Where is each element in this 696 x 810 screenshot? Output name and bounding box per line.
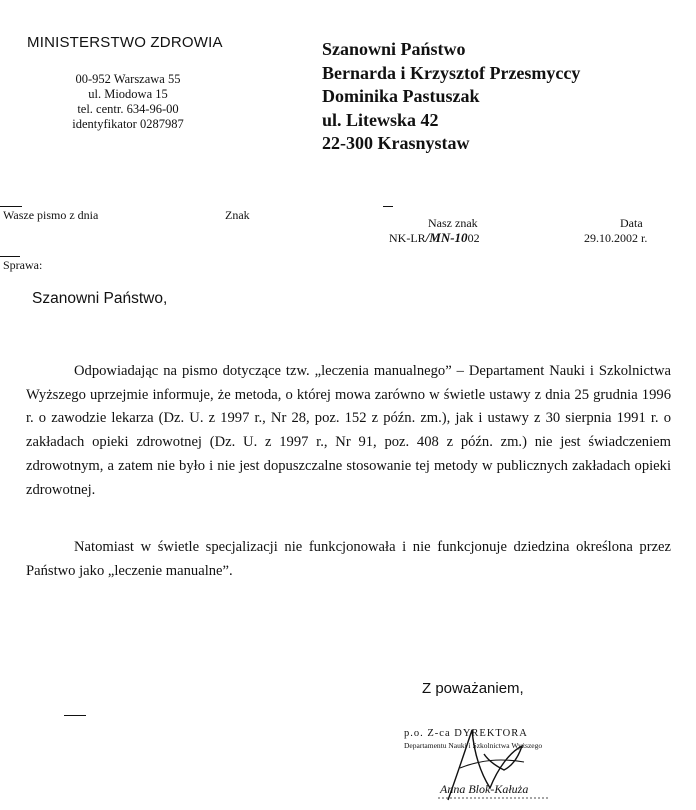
subject-rule bbox=[0, 256, 20, 257]
closing: Z poważaniem, bbox=[422, 680, 524, 697]
paragraph-2-text: Natomiast w świetle specjalizacji nie funkcjonowała i nie funkcjonuje dziedzina określona przez Państwo jako „leczenie manualne”. bbox=[26, 539, 671, 579]
paragraph-2 bbox=[26, 536, 671, 583]
date-label: Data bbox=[620, 216, 643, 230]
recipient-address bbox=[322, 38, 580, 156]
recipient-line1: Szanowni Państwo bbox=[322, 39, 466, 59]
sender-id: identyfikator 0287987 bbox=[72, 117, 184, 131]
paragraph-1-text: Odpowiadając na pismo dotyczące tzw. „leczenia manualnego” – Departament Nauki i Szkolnictwa Wyższego uprzejmie informuje, że metoda, o której mowa zarówno w świetle ustawy z dnia 25 grudnia 1996 r. o zawodzie lekarza (Dz. U. z 1997 r., Nr 28, poz. 152 z późn. zm.), jak i ustawy z 30 sierpnia 1991 r. o zakładach opieki zdrowotnej (Dz. U. z 1997 r., Nr 91, poz. 408 z późn. zm.) nie jest świadczeniem zdrowotnym, a zatem nie było i nie jest dopuszczalne stosowanie tej metody w publicznych zakładach opieki zdrowotnej. bbox=[26, 363, 671, 498]
sender-phone: tel. centr. 634-96-00 bbox=[77, 102, 179, 116]
stamp-name: Anna Blok-Kałuża bbox=[440, 782, 529, 796]
signature-stamp bbox=[400, 708, 600, 810]
our-sign-value bbox=[389, 230, 480, 246]
paragraph-1 bbox=[26, 360, 671, 502]
recipient-line2: Bernarda i Krzysztof Przesmyccy bbox=[322, 62, 581, 83]
margin-dash bbox=[64, 715, 86, 716]
our-sign-prefix: NK-LR bbox=[389, 231, 426, 245]
sign-label: Znak bbox=[225, 208, 250, 222]
salutation: Szanowni Państwo, bbox=[32, 290, 168, 307]
reference-rule bbox=[0, 206, 22, 207]
signature-flourish-icon bbox=[460, 760, 524, 768]
sender-ministry: MINISTERSTWO ZDROWIA bbox=[27, 34, 223, 51]
sender-address bbox=[58, 72, 198, 132]
stamp-department: Departamentu Nauki i Szkolnictwa Wyższego bbox=[404, 741, 543, 750]
recipient-line5: 22-300 Krasnystaw bbox=[322, 133, 470, 153]
our-sign-handwritten: /MN-10 bbox=[425, 230, 468, 245]
date-value: 29.10.2002 r. bbox=[584, 231, 648, 245]
our-sign-label: Nasz znak bbox=[428, 216, 478, 230]
sender-postal: 00-952 Warszawa 55 bbox=[75, 72, 181, 86]
our-sign-suffix: 02 bbox=[467, 231, 480, 245]
recipient-line3: Dominika Pastuszak bbox=[322, 86, 480, 106]
reference-rule-mid bbox=[383, 206, 393, 207]
stamp-title: p.o. Z-ca DYREKTORA bbox=[404, 728, 528, 739]
sender-street: ul. Miodowa 15 bbox=[88, 87, 168, 101]
recipient-line4: ul. Litewska 42 bbox=[322, 109, 439, 130]
subject-label: Sprawa: bbox=[3, 258, 43, 272]
your-letter-label: Wasze pismo z dnia bbox=[3, 208, 99, 222]
